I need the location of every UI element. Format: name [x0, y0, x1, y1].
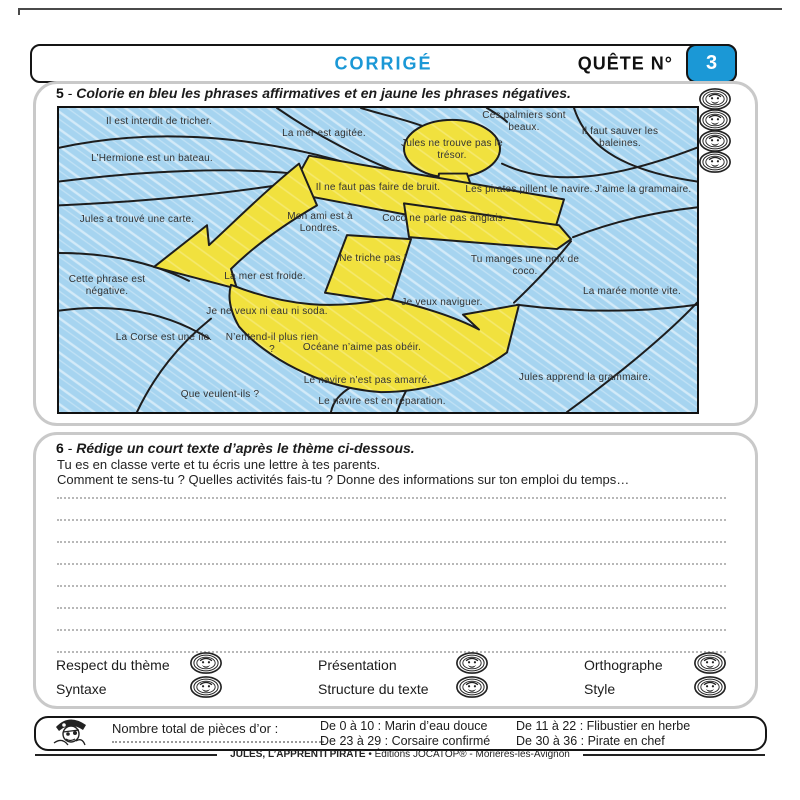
phrase-label: Jules ne trouve pas le trésor. — [401, 138, 503, 161]
writing-line — [57, 519, 726, 521]
phrase-label: Je veux naviguer. — [401, 297, 483, 308]
exercise5-dash: - — [67, 85, 73, 101]
phrase-label: La marée monte vite. — [583, 286, 681, 297]
coin-icon — [693, 676, 727, 698]
exercise5-title — [56, 85, 571, 101]
phrase-label: Il ne faut pas faire de bruit. — [315, 182, 441, 193]
score-range: De 30 à 36 : Pirate en chef — [516, 734, 665, 748]
score-range: De 0 à 10 : Marin d’eau douce — [320, 719, 488, 733]
page-edge-line — [18, 8, 782, 10]
exercise5-instruction: Colorie en bleu les phrases affirmatives et en jaune les phrases négatives. — [76, 85, 571, 101]
writing-line — [57, 563, 726, 565]
criterion-syntaxe: Syntaxe — [56, 681, 107, 697]
phrase-label: La mer est froide. — [224, 271, 306, 282]
phrase-label: Tu manges une noix de coco. — [470, 254, 580, 277]
coin-icon — [455, 676, 489, 698]
prompt-line-2: Comment te sens-tu ? Quelles activités fais-tu ? Donne des informations sur ton emploi du temps… — [57, 472, 630, 487]
writing-line — [57, 541, 726, 543]
anchor-coloring-picture — [57, 106, 699, 414]
phrase-label: La Corse est une île. — [115, 332, 213, 343]
writing-line — [57, 607, 726, 609]
criterion-respect-du-theme: Respect du thème — [56, 657, 170, 673]
coin-icon — [698, 151, 732, 173]
phrase-label: Il faut sauver les baleines. — [581, 126, 659, 149]
criterion-orthographe: Orthographe — [584, 657, 663, 673]
coin-icon — [189, 676, 223, 698]
coin-icon — [455, 652, 489, 674]
phrase-label: Coco ne parle pas anglais. — [382, 213, 506, 224]
quest-number-badge: 3 — [686, 44, 737, 83]
phrase-label: Le navire n’est pas amarré. — [303, 375, 431, 386]
phrase-label: Que veulent-ils ? — [180, 389, 260, 400]
coin-icon — [693, 652, 727, 674]
phrase-label: Le navire est en réparation. — [318, 396, 446, 407]
total-coins-answer-line — [112, 741, 324, 743]
phrase-label: Océane n’aime pas obéir. — [302, 342, 422, 353]
phrase-label: L’Hermione est un bateau. — [91, 153, 213, 164]
phrase-label: J’aime la grammaire. — [594, 184, 692, 195]
phrase-label: Je ne veux ni eau ni soda. — [206, 306, 328, 317]
page-edge-tick — [18, 8, 20, 15]
phrase-label: Il est interdit de tricher. — [105, 116, 212, 127]
writing-line — [57, 651, 726, 653]
phrase-label: Jules a trouvé une carte. — [79, 214, 195, 225]
pirate-icon — [42, 717, 98, 747]
phrase-label: Ne triche pas ! — [339, 253, 407, 264]
header-banner — [30, 44, 737, 83]
publisher-credit — [0, 749, 800, 760]
exercise6-title — [56, 440, 415, 456]
exercise5-number: 5 — [56, 85, 64, 101]
writing-line — [57, 629, 726, 631]
coin-icon — [189, 652, 223, 674]
phrase-label: Les pirates pillent le navire. — [465, 184, 593, 195]
coin-icon — [698, 130, 732, 152]
criterion-structure-du-texte: Structure du texte — [318, 681, 429, 697]
total-coins-label: Nombre total de pièces d’or : — [112, 721, 279, 736]
writing-line — [57, 585, 726, 587]
book-title: JULES, L’APPRENTI PIRATE — [230, 749, 366, 760]
quest-label: QUÊTE N° — [577, 53, 673, 73]
score-range: De 11 à 22 : Flibustier en herbe — [516, 719, 691, 733]
phrase-label: Jules apprend la grammaire. — [518, 372, 652, 383]
exercise6-instruction: Rédige un court texte d’après le thème ci-dessous. — [76, 440, 415, 456]
prompt-line-1: Tu es en classe verte et tu écris une lettre à tes parents. — [57, 457, 381, 472]
corrige-label: CORRIGÉ — [334, 53, 433, 73]
criterion-presentation: Présentation — [318, 657, 397, 673]
score-range: De 23 à 29 : Corsaire confirmé — [320, 734, 491, 748]
phrase-label: Ces palmiers sont beaux. — [482, 110, 566, 133]
phrase-label: N’entend-il plus rien ? — [225, 332, 319, 355]
phrase-label: La mer est agitée. — [282, 128, 366, 139]
criterion-style: Style — [584, 681, 616, 697]
writing-line — [57, 497, 726, 499]
exercise6-dash: - — [67, 440, 73, 456]
exercise6-number: 6 — [56, 440, 64, 456]
coin-icon — [698, 88, 732, 110]
publisher-info: • Éditions JOCATOP® - Morières-lès-Avignon — [365, 749, 570, 760]
coin-icon — [698, 109, 732, 131]
phrase-label: Cette phrase est négative. — [68, 274, 146, 297]
phrase-label: Mon ami est à Londres. — [287, 211, 353, 234]
